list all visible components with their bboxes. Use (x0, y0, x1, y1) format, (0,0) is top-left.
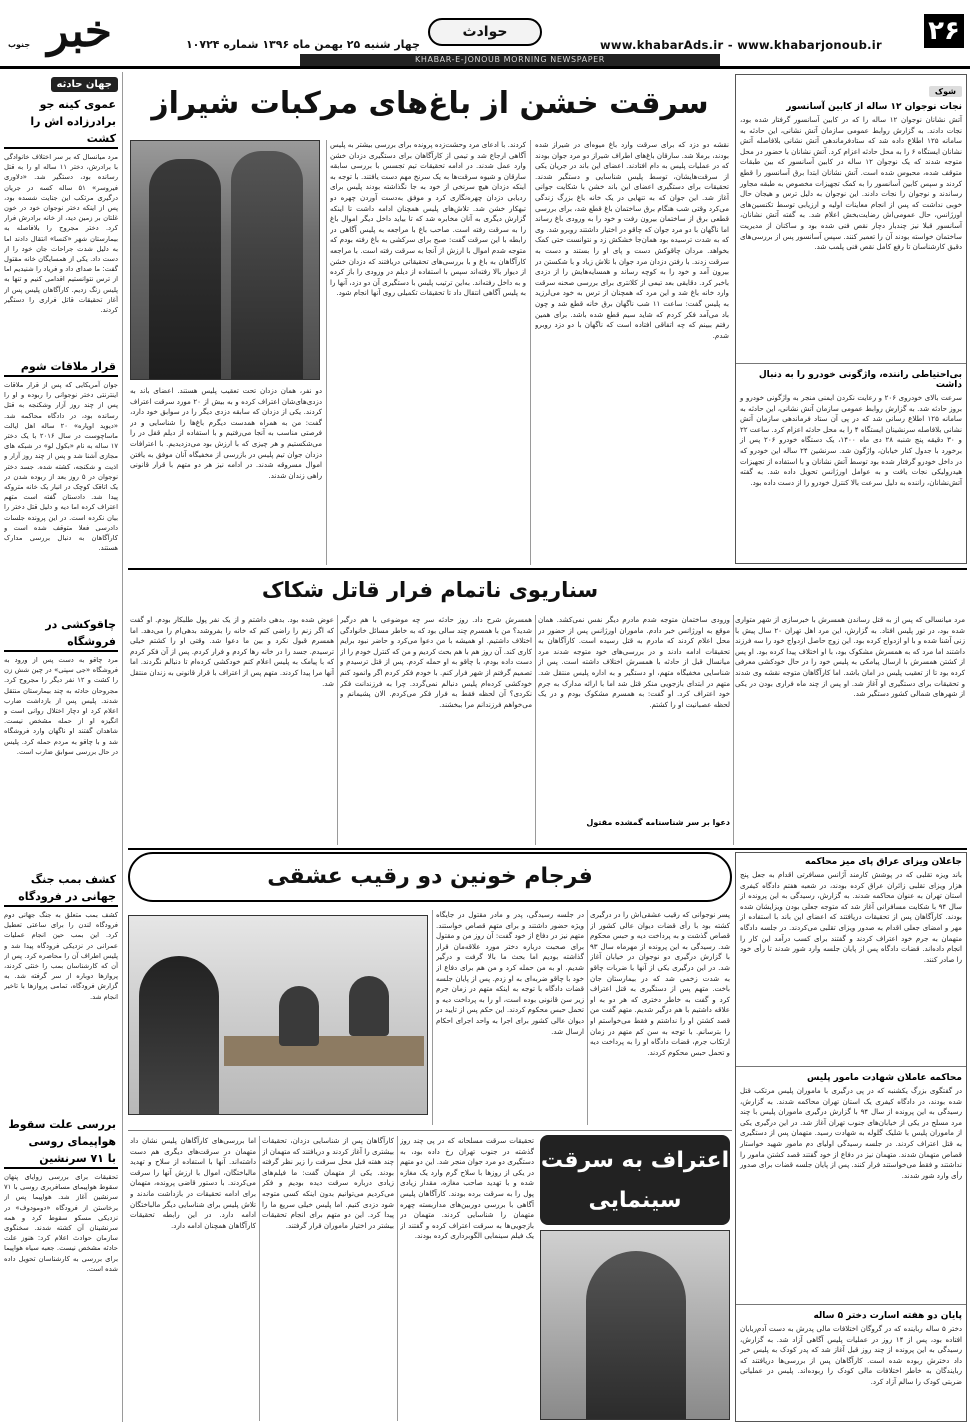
scenario-subhead: دعوا بر سر شناسنامه گمشده مقتول (586, 818, 730, 827)
court-table (224, 1036, 424, 1066)
main-headline-box (130, 74, 730, 134)
story-subtitle: برادرزاده اش را کشت (4, 113, 118, 149)
story-body: باند ویزه تقلبی که در پوشش کارمند آژانس مسافرتی اقدام به جعل پنج هزار ویزای تقلبی زائران عراق کرده بودند، در شعبه هفتم دادگاه کیفری استان تهران به عنوان محاکمه شدند. به گزارش، رسیدگی به این پرونده از سال ۹۴ با شکایت مسافرانی آغاز شد که متوجه جعلی بودن ویزایشان شده بودند. کارآگاهان پس از تحقیقات دریافتند که اعضای این باند با استفاده از مهر و امضای جعلی اقدام به صدور ویزای تقلبی می‌کردند. در جلسه دادگاه متهمان به جرم خود اعتراف کردند و گفتند برای کسب درآمد این کار را انجام داده‌اند. قضات دادگاه پس از پایان جلسه وارد شور شدند تا رأی خود را صادر کنند. (740, 870, 962, 964)
scenario-headline: سناریوی ناتمام فرار قاتل شکاک (261, 578, 599, 602)
header-rule (0, 66, 970, 69)
column-tag: شوک (929, 86, 962, 97)
scenario-col1: مرد میانسالی که پس از به قتل رساندن همسرش با خبرسازی از شهر متواری شده بود، در تور پلیس افتاد. به گزارش، این مرد اهل تهران ۲۰ سال پیش با زنی آشنا شده و با او ازدواج کرده بود. این زوج حاصل ازدواج خود را سه فرزند داشتند اما مرد که به همسرش مشکوک بود، با او اختلاف پیدا کرده بود. او پس از کشتن همسرش با ارسال پیامکی به پلیس خود را در حال خودکشی معرفی کرده بود تا از تعقیب پلیس در امان باشد. اما کارآگاهان متوجه نقشه وی شدند و تحقیقات برای دستگیری او آغاز شد. او پس از چند ماه فراری بودن در یکی از شهرهای شمالی کشور دستگیر شد. (735, 615, 965, 699)
bloody-headline-box (128, 852, 732, 902)
story-title: بی‌احتیاطی راننده، واژگونی خودرو را به دنبال داشت (736, 363, 966, 393)
judge-figure (349, 976, 389, 1036)
story-subtitle: هواپیمای روسی (28, 1135, 116, 1148)
story-body: مرد چاقو به دست پس از ورود به فروشگاه «جی سپنی» در چین شش زن را کشت و ۱۲ نفر دیگر را مجروح کرد. مجروحان حادثه به چند بیمارستان منتقل شدند. پلیس پس از بازداشت ضارب اعلام کرد او دچار اختلال روانی است و انگیزه او از حمله مشخص نیست. شاهدان گفتند او ناگهان وارد فروشگاه شد و با چاقو به مردم حمله کرد. پلیس در حال بررسی سوابق ضارب است. (4, 656, 118, 756)
bloody-col2: در جلسه رسیدگی، پدر و مادر مقتول در جایگاه ویژه حضور داشتند و برای متهم قصاص خواستند. متهم نیز در دفاع از خود گفت: آن روز من و مقتول برای صحبت درباره دختر مورد علاقه‌مان قرار گذاشته بودیم اما بحث ما بالا گرفت و درگیر شدیم. او به من حمله کرد و من هم برای دفاع از خود با چاقو ضربه‌ای به او زدم. پس از پایان جلسه قضات دادگاه با توجه به اینکه متهم در زمان جرم زیر سن قانونی بوده است، او را به پرداخت دیه و تحمل حبس محکوم کردند. این حکم پس از تایید در دیوان عالی کشور برای اجرا به واحد اجرای احکام ارسال شد. (436, 910, 584, 1036)
story-title: پایان دو هفته اسارت دختر ۵ ساله (736, 1304, 966, 1324)
story-title: چاقوکشی در (45, 618, 116, 631)
bloody-col1: پسر نوجوانی که رقیب عشقی‌اش را در درگیری کشته بود با رأی قضات دیوان عالی کشور از قصاص گذشت و به پرداخت دیه و حبس محکوم شد. رسیدگی به این پرونده از مهرماه سال ۹۳ با گزارش درگیری دو نوجوان در خیابان آغاز شد. در این درگیری یکی از آنها با ضربات چاقو به شدت زخمی شد که در بیمارستان جان باخت. متهم پس از دستگیری به قتل اعتراف کرد و گفت به خاطر دختری که هر دو به او علاقه داشتیم با هم درگیر شدیم. متهم گفت من قصد کشتن او را نداشتم و فقط می‌خواستم او را بترسانم. با توجه به سن کم متهم در زمان ارتکاب جرم، قضات دادگاه او را به پرداخت دیه و تحمل حبس محکوم کردند. (590, 910, 730, 1057)
story-subtitle: فروشگاه (4, 633, 118, 652)
main-story-col2: کردند. با ادعای مرد وحشت‌زده پرونده برای بررسی بیشتر به پلیس آگاهی ارجاع شد و تیمی از کارآگاهان برای دستگیری دزدان خشن وارد عمل شدند. در ادامه تحقیقات تیم تجسس با بررسی سابقه سارقان و شیوه سرقت‌ها به یک سرنخ مهم دست یافتند. با توجه به اینکه دزدان هیچ سرنخی از خود به جا نگذاشته بودند پلیس برای ردیابی دزدان چهره‌نگاری کرد و موفق به‌دست آوردن چهره دو تبهکار خشن شد. تلاش‌های پلیس همچنان ادامه داشت تا اینکه گزارش دیگری به آنان مخابره شد که تا بیاید داخل دیگر اموال باغ را به سرقت رفته است. صاحب باغ با مراجعه به پلیس آگاهی در رابطه با این سرقت گفت: صبح برای سرکشی به باغ رفته بودم که متوجه شدم اموال با ارزش از آنجا به سرقت رفته است. با مراجعه کارآگاهان به باغ و با بررسی‌های تحقیقاتی دریافتند که دزدان خشن از دیوار بالا رفته‌اند سپس با استفاده از دیلم در ورودی را باز کرده و به داخل رفته‌اند. به‌این ترتیب پلیس با دستگیری آن دو دزد، آنها را به پلیس آگاهی انتقال داد تا تحقیقات تکمیلی روی آنها انجام شود. (330, 140, 526, 298)
judge-figure (279, 986, 319, 1046)
story-title: محاکمه عاملان شهادت مامور پلیس (736, 1066, 966, 1086)
story-body: تحقیقات برای بررسی زوایای پنهان سقوط هواپیمای مسافربری روسی با ۷۱ سرنشین آغاز شد. هواپیما پس از برخاستن از فرودگاه «دومودوف» در نزدیکی مسکو سقوط کرد و همه سرنشینان آن کشته شدند. سخنگوی سازمان حوادث اعلام کرد: هنوز علت حادثه مشخص نیست. جعبه سیاه هواپیما برای بررسی به کارشناسان تحویل داده شده است. (4, 1173, 118, 1273)
story-body: سرعت بالای خودروی ۲۰۶ و رعایت نکردن ایمنی منجر به واژگونی خودرو و بروز حادثه شد. به گزارش روابط عمومی سازمان آتش نشانی، این حادثه به سامانه ۱۲۵ اطلاع رسانی شد که در پی آن ستاد فرماندهی سازمان آتش نشانی بلافاصله سرنشینان ایستگاه ۴ را به محل حادثه اعزام کرد. ساعت ۲۲ و ۳۰ دقیقه پنج شنبه ۲۸ دی ماه ۱۴۰۰، یک دستگاه خودرو ۲۰۶ پس از برخورد با جدول کنار خیابان، واژگون شد. سرنشین ۲۴ ساله این خودرو که در داخل خودرو گرفتار شده بود توسط آتش نشانان و با استفاده از تجهیزات هیدرولیکی نجات یافت و به عوامل اورژانس تحویل داده شد. به گفته آتش‌نشانان، راننده به دلیل سرعت بالا کنترل خودرو را از دست داده بود. (740, 393, 963, 487)
right-column-box (735, 74, 967, 564)
story-body: مرد میانسال که بر سر اختلاف خانوادگی با برادرش، دختر ۱۱ ساله او را به قتل رسانده بود، دستگیر شد. «دلاوری فیروسر» ۵۱ ساله کسه در جریان درگیری مرتکب این جنایت شسده بود، پس از اینکه دختر نوجوان خود در خون غلتان بر زمین دید، از خانه برادرش فرار کرد. دختر مجروح را بلافاصله به بیمارستان شهر «کنسا» انتقال دادند اما به دلیل شدت جراحات جان خود را از دست داد. یکی از همسایگان خانه مقتول گفت: ما صدای داد و فریاد را شنیدیم اما از ترس نتوانستیم اقدامی کنیم و تنها به پلیس زنگ زدیم. کارآگاهان پلیس پس از آغاز تحقیقات قاتل فراری را دستگیر کردند. (4, 153, 118, 315)
scenario-col3: همسرش شرح داد. روز حادثه سر چه موضوعی با هم درگیر شدید؟ من با همسرم چند سالی بود که به خاطر مسائل خانوادگی اختلاف داشتیم. او همیشه با من دعوا می‌کرد و حاضر نبود برایم کاری کند. آن روز هم با هم بحث کردیم و من که کنترل خودم را از دست داده بودم، با چاقو به او حمله کردم. پس از قتل ترسیدم و تصمیم گرفتم از شهر فرار کنم. با خودم فکر کردم اگر وانمود کنم خودکشی کرده‌ام پلیس دنبالم نمی‌گردد. چرا به فرزندانت فکر نکردی؟ آن لحظه فقط به فرار فکر می‌کردم. الان پشیمانم و می‌خواهم فرزندانم مرا ببخشند. (340, 615, 532, 709)
column-divider (326, 140, 327, 565)
column-divider (397, 1136, 398, 1421)
story-title: کشف بمب جنگ (30, 873, 116, 886)
logo-small: جنوب (8, 40, 31, 49)
logo-main: خبر (47, 6, 112, 57)
scenario-col4: عوض شده بود. بدهی داشتم و از یک نفر پول طلبکار بودم. او گفت که اگر زنم را راضی کنم که خانه را بفروشد بدهی‌ام را می‌دهد. اما همسرم قبول نکرد و بین ما دعوا شد. وقتی او را کشتم خیلی ترسیدم. جسد را در خانه رها کردم و فرار کردم. پس از آن فکر کردم که با پیامک به پلیس اعلام کنم خودکشی کرده‌ام تا دنبالم نگردند. اما آنها مرا پیدا کردند. متهم پس از اعتراف با قرار قانونی به زندان منتقل شد. (130, 615, 334, 688)
column-divider (530, 140, 531, 565)
masthead (0, 0, 970, 64)
story-title: عموی کینه جو (39, 98, 116, 111)
story-title: بررسی علت سقوط (8, 1118, 116, 1131)
story-body: دختر ۵ ساله رباینده که در گروگان اختلافات مالی پدرش به دست آدم‌ربایان افتاده بود، پس از ۱۴ روز در عملیات پلیس آگاهی آزاد شد. به گزارش، رسیدگی به این پرونده از چند روز قبل آغاز شد که پدر کودک به پلیس خبر داد دخترش ربوده شده است. کارآگاهان پس از بررسی‌ها دریافتند که ربایندگان به خاطر اختلافات مالی کودک را ربوده‌اند. پلیس در عملیاتی ضربتی کودک را سالم آزاد کرد. (740, 1324, 962, 1386)
issue-date: چهار شنبه ۲۵ بهمن ماه ۱۳۹۶ شماره ۱۰۷۲۴ (185, 38, 420, 51)
confession-col3: اما بررسی‌های کارآگاهان پلیس نشان داد متهمان در سرقت‌های دیگری هم دست داشته‌اند. آنها با استفاده از سلاح و تهدید مالباختگان، اموال با ارزش آنها را سرقت می‌کردند. با دستور قاضی پرونده، متهمان برای ادامه تحقیقات در بازداشت ماندند و تلاش پلیس برای شناسایی دیگر مالباختگان ادامه دارد. در این رابطه تحقیقات کارآگاهان همچنان ادامه دارد. (130, 1136, 256, 1230)
suspect-photo (540, 1230, 730, 1420)
suspects-photo (130, 140, 320, 380)
main-story-col1: نقشه دو دزد که برای سرقت وارد باغ میوه‌ای در شیراز شده بودند، برملا شد. سارقان باغ‌های اطراف شیراز دو مرد جوان بودند که در عملیات پلیس به دام افتادند. اعضای این باند در جریان یکی از سرقت‌هایشان، توسط پلیس شناسایی و دستگیر شدند. تحقیقات برای دستگیری اعضای این باند خشن با شکایت جوانی آغاز شد. این جوان که به تنهایی در یک خانه باغ بزرگ زندگی می‌کرد وقتی شب هنگام برق ساختمان باغ قطع شد، برای بررسی قطعی برق از ساختمان بیرون رفت و خود را به ورودی باغ رساند اما ناگهان با دو مرد جوان که چاقو در اختیار داشتند روبرو شد. وی که به شدت ترسیده بود همان‌جا خشکش زد و نتوانست حتی کمک بخواهد. مردان چاقوکش دست و پای او را بستند و دست به سرقت زدند. با رفتن دزدان مرد جوان با تلاش زیاد و با شکستن در بیرون آمد و خود را به کوچه رساند و همسایه‌هایش را از دزدی باخبر کرد. دقایقی بعد تیمی از کلانتری برای بررسی صحنه سرقت وارد خانه باغ شد و این مرد که همچنان از ترس به خود می‌لرزید به پلیس گفت: ساعت ۱۱ شب ناگهان برق خانه قطع شد و چون باد می‌آمد فکر کردم که شاید سیم قطع شده باشد. برای همین رفتم ببینم که چه اتفاقی افتاده است که ناگهان با دو دزد روبرو شدم. (535, 140, 729, 340)
suspect-figure (149, 159, 221, 379)
story-body: آتش نشانان نوجوان ۱۲ ساله را که در کابین آسانسور گرفتار شده بود، نجات دادند. به گزارش روابط عمومی سازمان آتش نشانی، این حادثه به سامانه ۱۲۵ اطلاع داده شد که ستادفرماندهی آتش نشانی بلافاصله آتش نشانان ایستگاه ۶ را به محل حادثه اعزام کرد. آتش نشانان با حضور در محل متوجه شدند که یک نوجوان ۱۲ ساله در کابین آسانسور که بین طبقات متوقف شده، محبوس شده است. آتش نشانان ابتدا برق آسانسور را قطع کردند و سپس کابین آسانسور را به کمک تجهیزات مخصوص به طبقه مجاور رساندند و نوجوان را نجات دادند. این نوجوان به دلیل ترس و هیجان حال خوبی نداشت که پس از انجام معاینات اولیه و ارزیابی توسط تکنسین‌های اورژانس، حال عمومی‌اش رضایت‌بخش اعلام شد. به گفته آتش نشانان، آسانسور قبلا نیز چندبار دچار نقص فنی شده بود و ساکنان از مدیریت ساختمان خواسته بودند آن را تعمیر کنند. سپس آسانسور پس از بررسی‌های دقیق کارشناسان تا رفع کامل نقص فنی پلمب شد. (740, 115, 963, 252)
newspaper-logo (6, 4, 116, 60)
main-headline: سرقت خشن از باغ‌های مرکبات شیراز (151, 86, 709, 121)
story-title: قرار ملاقات شوم (4, 358, 118, 377)
page-number: ۲۶ (924, 14, 964, 48)
story-body: در گفتگوی بزرگ یکشنبه که در پی درگیری با ماموران پلیس مرتکب قتل شده بودند، در دادگاه کیفری یک استان تهران محاکمه شدند. به گزارش، رسیدگی به این پرونده از سال ۹۴ با گزارش درگیری ماموران پلیس با چند مرد مسلح در یکی از خیابان‌های جنوب تهران آغاز شد. در این درگیری یکی از ماموران پلیس با شلیک گلوله به شهادت رسید. متهمان پس از دستگیری به قتل اعتراف کردند. در جلسه رسیدگی اولیای دم مامور شهید خواستار قصاص متهمان شدند. متهمان نیز در دفاع از خود گفتند قصد کشتن مامور را نداشتند و فقط می‌خواستند فرار کنند. پس از پایان جلسه قضات برای صدور رأی وارد شور شدند. (740, 1086, 962, 1180)
courtroom-photo (128, 915, 428, 1115)
bloody-headline: فرجام خونین دو رقیب عشقی (267, 864, 593, 889)
column-divider (733, 615, 734, 845)
bottom-right-column-box (735, 852, 967, 1422)
column-divider (122, 72, 123, 1422)
site-urls: www.khabarAds.ir - www.khabarjonoub.ir (600, 38, 882, 52)
story-title: جاعلان ویزای عراق پای میز محاکمه (805, 857, 962, 867)
section-label: حوادث (428, 18, 542, 46)
scenario-col2: ورودی ساختمان متوجه شدم مادرم دیگر نفس نمی‌کشد. همان موقع به اورژانس خبر دادم. ماموران اورژانس پس از حضور در محل اعلام کردند که مادرم به قتل رسیده است. کارآگاهان به تحقیقات ادامه دادند و در بررسی‌های خود متوجه شدند مرد میانسال قبل از حادثه با همسرش اختلاف داشته است. پس از شناسایی مخفیگاه متهم، او دستگیر و به اداره پلیس منتقل شد. متهم در ابتدای بازجویی منکر قتل شد اما با ارائه مدارک به جرم خود اعتراف کرد. او گفت: به همسرم مشکوک بودم و در یک لحظه عصبانیت او را کشتم. (538, 615, 730, 709)
story-body: جوان آمریکایی که پس از قرار ملاقات اینترنتی دختر نوجوانی را ربوده و او را پس از چند روز آزار وشکنجه به قتل رسانده بود، در دادگاه محاکمه شد. «دیوید اوپاره» ۲۰ ساله اهل ایالت ماساچوست در سال ۲۰۱۶ با یک دختر ۱۷ ساله به نام «بکول لو» در شبکه های مجازی آشنا شد و پس از چند روز آزار و اذیت و شکنجه، کشته شده. جسد دختر نوجوان در ۵ روز بعد از ربوده شدن در یک اتاقک کوچک در انبار یک خانه متروکه پیدا شد. دادستان گفته است متهم اعتراف کرده اما دیه و دلیل قتل دختر را بیان نکرده است. در این پرونده جلسات دادرسی فعلا متوقف شده است و کارآگاهان به دنبال بررسی مدارک هستند. (4, 381, 118, 553)
column-tag: جهان حادثه (51, 77, 119, 92)
confession-headline-box (540, 1135, 730, 1225)
suspect-figure (586, 1251, 686, 1420)
section-rule (128, 848, 967, 850)
column-divider (535, 615, 536, 845)
confession-col1: تحقیقات سرقت مسلحانه که در پی چند روز گذشته در جنوب تهران رخ داده بود، به دستگیری دو مرد جوان منجر شد. این دو متهم در یکی از روزها با سلاح گرم وارد یک مغازه شده و با تهدید صاحب مغازه، مقدار زیادی پول را به سرقت برده بودند. کارآگاهان پلیس آگاهی با بررسی دوربین‌های مداربسته چهره متهمان را شناسایی کردند. متهمان در بازجویی‌ها به سرقت اعتراف کرده و گفتند از یک فیلم سینمایی الگوبرداری کرده بودند. (400, 1136, 534, 1241)
defendant-figure (139, 956, 219, 1115)
left-column (4, 72, 118, 1422)
column-divider (432, 910, 433, 1125)
story-subtitle: با ۷۱ سرنشین (4, 1150, 118, 1169)
section-rule (128, 1130, 732, 1131)
confession-col2: کارآگاهان پس از شناسایی دزدان، تحقیقات بیشتری را آغاز کردند و دریافتند که متهمان از چند هفته قبل محل سرقت را زیر نظر گرفته بودند. یکی از متهمان گفت: ما فیلم‌های زیادی درباره سرقت دیده بودیم و فکر می‌کردیم می‌توانیم بدون اینکه کسی متوجه شود دزدی کنیم. اما پلیس خیلی سریع ما را پیدا کرد. این دو متهم برای انجام تحقیقات بیشتر در اختیار ماموران قرار گرفتند. (262, 1136, 394, 1230)
main-story-col3: دو نفر، همان دزدان تحت تعقیب پلیس هستند. اعضای باند به دزدی‌های‌شان اعتراف کرده و به بیش از ۲۰ مورد سرقت اعتراف کردند. یکی از دزدان که سابقه دزدی دیگر را در سوابق خود دارد، گفت: من به همراه همدست دیگرم باغ‌ها را شناسایی و در فرصتی مناسب به آنجا می‌رفتیم و با استفاده از دیلم قفل در را می‌شکستیم و هر چیزی که با ارزش بود می‌دزدیدیم. با اعترافات دزدان جوان تیم پلیس در بازرسی از مخفیگاه آنان موفق به یافتن اموال مسروقه شدند. در ادامه نیز هر دو متهم با قرار قانونی راهی زندان شدند. (130, 386, 322, 480)
story-body: کشف بمب متعلق به جنگ جهانی دوم فرودگاه لندن را برای ساعتی تعطیل کرد. این بمب حین انجام عملیات عمرانی در نزدیکی فرودگاه پیدا شد و پلیس اطراف آن را محاصره کرد. پس از آن که کارشناسان بمب را خنثی کردند، پروازها دوباره از سر گرفته شد. به گزارش فرودگاه، تمامی پروازها با تاخیر انجام شد. (4, 911, 118, 1001)
story-title: نجات نوجوان ۱۲ ساله از کابین آسانسور (786, 102, 962, 112)
column-divider (337, 615, 338, 845)
confession-headline: اعتراف به سرقت سینمایی (540, 1148, 730, 1213)
header-band: KHABAR-E-JONOUB MORNING NEWSPAPER (300, 54, 720, 66)
suspect-figure (231, 151, 303, 379)
story-subtitle: جهانی در فرودگاه (4, 888, 118, 907)
column-divider (587, 910, 588, 1125)
column-divider (259, 1136, 260, 1421)
scenario-headline-box (128, 570, 732, 610)
